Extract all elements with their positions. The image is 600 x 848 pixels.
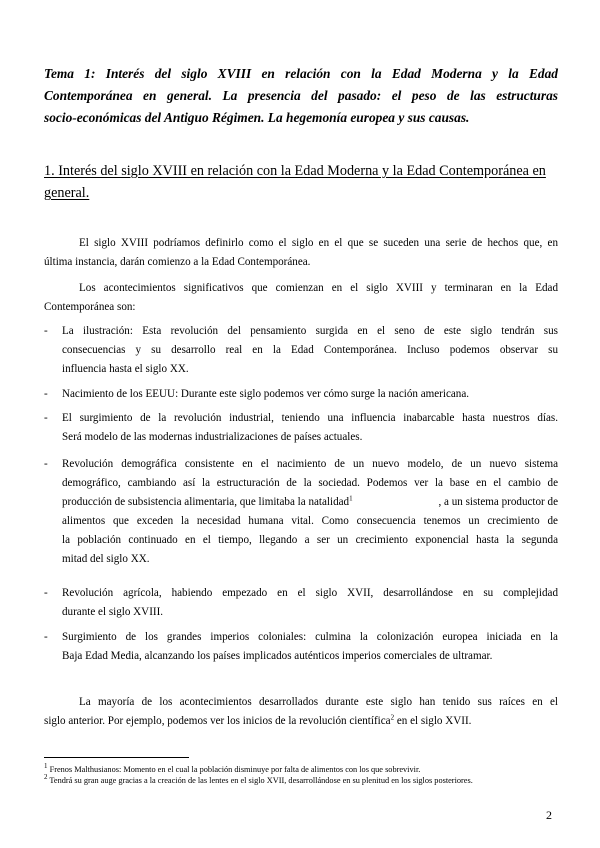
footnote: [44, 775, 558, 786]
section-heading-line: 1. Interés del siglo XVIII en relación con la Edad Moderna y la Edad Contemporánea en: [44, 163, 546, 179]
list-item-line: Surgimiento de los grandes imperios coloniales: culmina la colonización europea iniciada en la: [62, 631, 558, 643]
footnote-number: 2: [44, 773, 48, 782]
list-item-text: producción de subsistencia alimentaria, que limitaba la natalidad: [62, 496, 350, 508]
title-line: Tema 1: Interés del siglo XVIII en relación con la Edad Moderna y la Edad: [44, 66, 558, 81]
list-item-line: influencia hasta el siglo XX.: [62, 363, 189, 375]
list-item: [44, 409, 558, 447]
bullet-dash: -: [44, 388, 48, 400]
list-item-text: , a un sistema productor de: [438, 496, 558, 508]
list-item-wrap: [44, 584, 558, 622]
paragraph-text: en el siglo XVII.: [394, 715, 472, 727]
list-item-line: la población continuado en el tiempo, llegando a ser un crecimiento exponencial hasta la segunda: [62, 534, 558, 546]
footnote-text: Frenos Malthusianos: Momento en el cual la población disminuye por falta de alimentos con los que sobrevivir.: [47, 765, 421, 774]
paragraph-line: La mayoría de los acontecimientos desarrollados durante este siglo han tenido sus raíces en el: [79, 696, 558, 708]
list-item-line: durante el siglo XVIII.: [62, 606, 164, 618]
section-heading-line: general.: [44, 185, 90, 201]
closing-paragraph: [44, 693, 558, 731]
list-item: [44, 455, 558, 569]
list-item-line: demográfico, cambiando así la estructuración de la sociedad. Podemos ver la base en el cambio de: [62, 477, 558, 489]
paragraph-text: siglo anterior. Por ejemplo, podemos ver los inicios de la revolución científica: [44, 715, 391, 727]
paragraph-line: Los acontecimientos significativos que comienzan en el siglo XVIII y terminaran en la Edad: [79, 282, 558, 294]
bullet-dash: -: [44, 412, 48, 424]
list-item: [44, 628, 558, 666]
bullet-dash: -: [44, 458, 48, 470]
list-item-line: Revolución agrícola, habiendo empezado en el siglo XVII, desarrollándose en su complejidad: [62, 587, 558, 599]
list-item-line: Será modelo de las modernas industrializaciones de países actuales.: [62, 431, 363, 443]
section-heading: [44, 160, 558, 204]
footnote-number: 1: [44, 762, 48, 771]
list-item-line: Nacimiento de los EEUU: Durante este siglo podemos ver cómo surge la nación americana.: [62, 388, 470, 400]
list-item-line: Baja Edad Media, alcanzando los países implicados auténticos imperios comerciales de ultramar.: [62, 650, 493, 662]
events-list: [44, 322, 558, 379]
list-item: [44, 322, 558, 379]
bullet-dash: -: [44, 631, 48, 643]
footnote-separator: [44, 757, 189, 758]
bullet-dash: -: [44, 325, 48, 337]
title-line: socio-económicas del Antiguo Régimen. La hegemonía europea y sus causas.: [44, 110, 470, 125]
bullet-dash: -: [44, 587, 48, 599]
page-number: 2: [546, 808, 552, 822]
list-item-wrap: [44, 455, 558, 569]
list-item: [44, 584, 558, 622]
paragraph-line: última instancia, darán comienzo a la Edad Contemporánea.: [44, 256, 311, 268]
paragraph-line: [44, 712, 558, 731]
footnote: [44, 764, 558, 775]
list-item-wrap: [44, 628, 558, 666]
list-item-line: El surgimiento de la revolución industrial, teniendo una influencia inabarcable hasta nuestros días.: [62, 412, 558, 424]
footnote-text: Tendrá su gran auge gracias a la creación de las lentes en el siglo XVII, desarrollándose en su plenitud en los siglos posteriores.: [47, 776, 473, 785]
list-item-line: consecuencias y su desarrollo real en la Edad Contemporánea. Incluso podemos observar su: [62, 344, 558, 356]
list-item-wrap: [44, 385, 558, 404]
list-item: [44, 385, 558, 404]
footnote-ref: 2: [390, 713, 395, 722]
list-item-wrap: [44, 409, 558, 447]
footnotes: [44, 764, 558, 786]
list-item-line: alimentos que exceden la necesidad humana vital. Como consecuencia tenemos un crecimiento de: [62, 515, 558, 527]
paragraph-line: Contemporánea son:: [44, 301, 136, 313]
document-title: [44, 63, 558, 129]
list-item-line: Revolución demográfica consistente en el nacimiento de un nuevo modelo, de un nuevo sistema: [62, 458, 558, 470]
list-item-line: La ilustración: Esta revolución del pensamiento surgida en el seno de este siglo tendrán sus: [62, 325, 558, 337]
intro-paragraph: [44, 234, 558, 272]
paragraph-line: El siglo XVIII podríamos definirlo como el siglo en el que se suceden una serie de hechos que, en: [79, 237, 558, 249]
title-line: Contemporánea en general. La presencia del pasado: el peso de las estructuras: [44, 88, 558, 103]
list-item-line: mitad del siglo XX.: [62, 553, 150, 565]
list-item-line: [62, 493, 558, 512]
footnote-ref: 1: [349, 494, 353, 503]
events-intro-paragraph: [44, 279, 558, 317]
